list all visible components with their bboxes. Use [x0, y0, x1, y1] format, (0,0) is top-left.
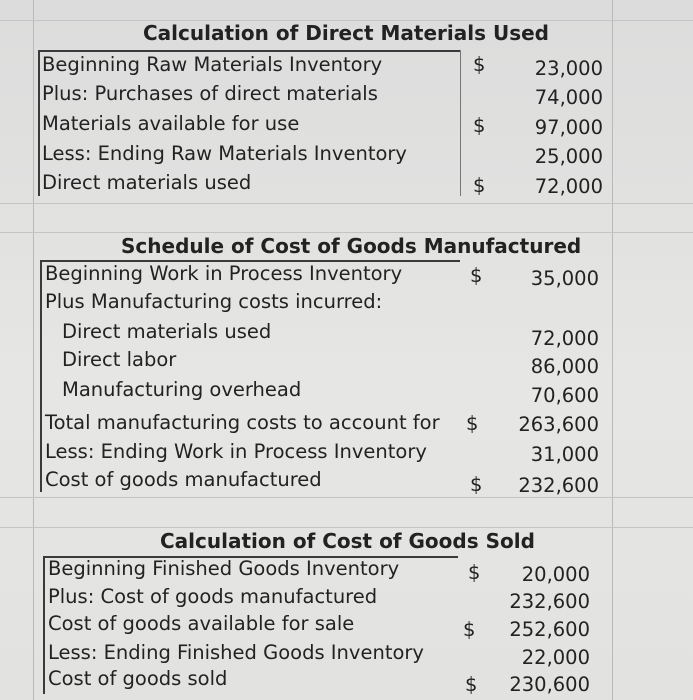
dm-row-amount: 97,000: [534, 116, 603, 139]
cogm-row-label: Less: Ending Work in Process Inventory: [45, 440, 427, 463]
cogs-row-dollar: $: [463, 618, 476, 641]
dm-row-dollar: $: [473, 53, 486, 76]
dm-row-label: Direct materials used: [42, 171, 252, 194]
cogm-row-amount: 72,000: [530, 327, 599, 350]
cogs-row-dollar: $: [468, 561, 481, 584]
cogm-row-label: Total manufacturing costs to account for: [45, 411, 440, 434]
cogs-box-left: [43, 556, 45, 694]
cogm-title: Schedule of Cost of Goods Manufactured: [121, 234, 582, 258]
cogs-row-label: Beginning Finished Goods Inventory: [48, 557, 400, 580]
cogs-row-label: Less: Ending Finished Goods Inventory: [48, 641, 424, 664]
grid-column-line: [33, 0, 34, 700]
cogs-row-dollar: $: [465, 673, 478, 696]
cogm-row-label: Plus Manufacturing costs incurred:: [45, 290, 383, 313]
cogm-row-dollar: $: [466, 412, 479, 435]
grid-row-line: [0, 203, 693, 204]
dm-row-amount: 74,000: [534, 86, 603, 109]
grid-column-line: [612, 0, 613, 700]
cogm-row-amount: 86,000: [530, 355, 599, 378]
dm-row-label: Materials available for use: [42, 112, 300, 135]
dm-row-amount: 25,000: [534, 145, 603, 168]
grid-row-line: [0, 497, 693, 498]
cogm-row-label: Beginning Work in Process Inventory: [45, 262, 403, 285]
dm-box-right: [460, 50, 461, 196]
cogs-title: Calculation of Cost of Goods Sold: [160, 529, 535, 553]
cogs-row-amount: 20,000: [521, 563, 590, 586]
cogm-row-dollar: $: [470, 264, 483, 287]
dm-row-dollar: $: [473, 174, 486, 197]
cogs-row-label: Cost of goods available for sale: [48, 612, 355, 635]
dm-row-label: Less: Ending Raw Materials Inventory: [42, 142, 407, 165]
cogm-row-amount: 70,600: [530, 384, 599, 407]
cogm-row-dollar: $: [470, 473, 483, 496]
cogm-row-label: Direct labor: [62, 348, 177, 371]
cogm-row-amount: 31,000: [530, 443, 599, 466]
grid-row-line: [0, 232, 693, 233]
cogs-row-amount: 230,600: [509, 673, 590, 696]
dm-row-amount: 72,000: [534, 175, 603, 198]
cogm-row-label: Direct materials used: [62, 320, 272, 343]
cogs-row-label: Cost of goods sold: [48, 667, 228, 690]
grid-row-line: [0, 527, 693, 528]
dm-row-label: Plus: Purchases of direct materials: [42, 82, 378, 105]
cogm-row-amount: 232,600: [518, 474, 599, 497]
dm-row-amount: 23,000: [534, 57, 603, 80]
dm-row-label: Beginning Raw Materials Inventory: [42, 53, 383, 76]
cogs-row-amount: 232,600: [509, 590, 590, 613]
cogm-row-label: Cost of goods manufactured: [45, 468, 322, 491]
cogm-row-amount: 263,600: [518, 413, 599, 436]
dm-title: Calculation of Direct Materials Used: [143, 21, 549, 45]
cogs-row-label: Plus: Cost of goods manufactured: [48, 585, 378, 608]
dm-box-left: [38, 50, 40, 196]
dm-box-top: [38, 50, 460, 52]
dm-row-dollar: $: [473, 114, 486, 137]
cogs-row-amount: 252,600: [509, 618, 590, 641]
cogm-row-label: Manufacturing overhead: [62, 378, 302, 401]
cogm-box-left: [40, 260, 42, 492]
cogs-row-amount: 22,000: [521, 646, 590, 669]
cogm-row-amount: 35,000: [530, 267, 599, 290]
